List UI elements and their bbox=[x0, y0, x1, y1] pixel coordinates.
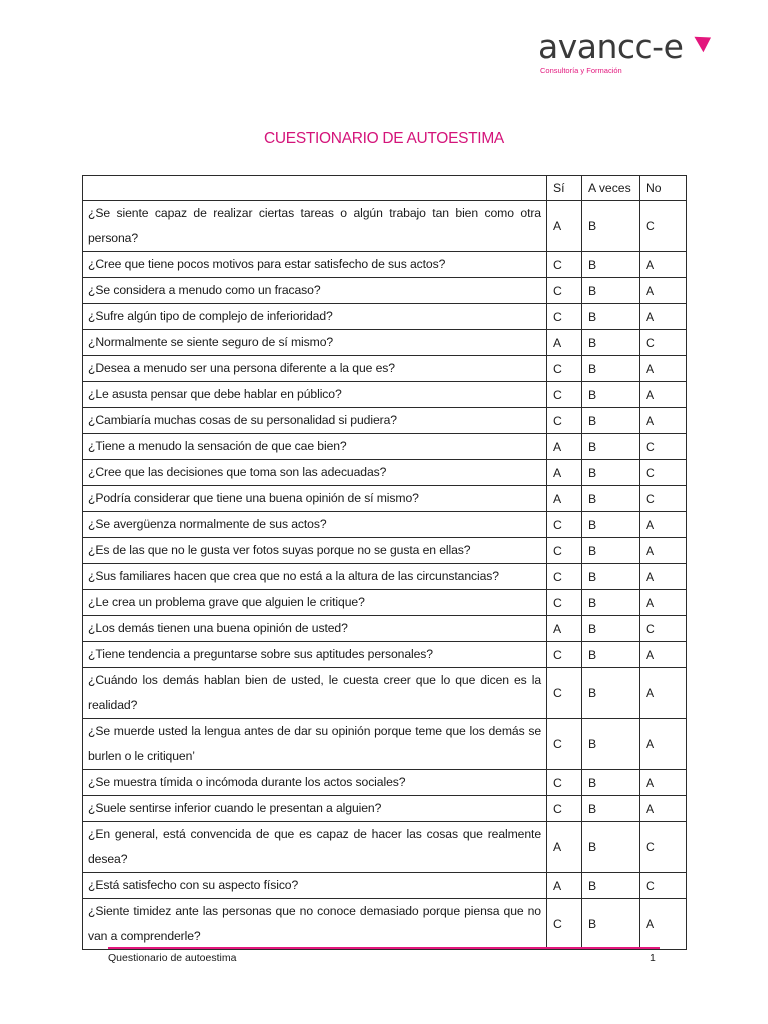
page-number: 1 bbox=[650, 952, 656, 964]
answer-si: A bbox=[547, 486, 582, 512]
table-row bbox=[83, 796, 687, 822]
question-text: ¿Le crea un problema grave que alguien le critique? bbox=[83, 590, 547, 616]
answer-a-veces: B bbox=[582, 252, 640, 278]
question-text: ¿Tiene tendencia a preguntarse sobre sus aptitudes personales? bbox=[83, 642, 547, 668]
question-text: ¿Desea a menudo ser una persona diferente a la que es? bbox=[83, 356, 547, 382]
company-logo bbox=[538, 27, 718, 80]
answer-a-veces: B bbox=[582, 278, 640, 304]
answer-no: A bbox=[640, 538, 687, 564]
answer-si: C bbox=[547, 719, 582, 770]
answer-no: A bbox=[640, 642, 687, 668]
answer-no: A bbox=[640, 899, 687, 950]
answer-si: C bbox=[547, 304, 582, 330]
question-text: ¿Los demás tienen una buena opinión de usted? bbox=[83, 616, 547, 642]
answer-a-veces: B bbox=[582, 356, 640, 382]
question-text: ¿Se avergüenza normalmente de sus actos? bbox=[83, 512, 547, 538]
table-row bbox=[83, 719, 687, 770]
answer-a-veces: B bbox=[582, 616, 640, 642]
answer-no: A bbox=[640, 512, 687, 538]
question-text: ¿Cuándo los demás hablan bien de usted, le cuesta creer que lo que dicen es la realidad? bbox=[83, 668, 547, 719]
answer-no: A bbox=[640, 770, 687, 796]
answer-no: C bbox=[640, 201, 687, 252]
questionnaire-table bbox=[82, 175, 687, 950]
question-text: ¿Normalmente se siente seguro de sí mismo? bbox=[83, 330, 547, 356]
table-row bbox=[83, 252, 687, 278]
answer-no: A bbox=[640, 668, 687, 719]
question-text: ¿Cree que las decisiones que toma son las adecuadas? bbox=[83, 460, 547, 486]
table-row bbox=[83, 382, 687, 408]
answer-no: C bbox=[640, 822, 687, 873]
answer-si: A bbox=[547, 201, 582, 252]
answer-a-veces: B bbox=[582, 590, 640, 616]
answer-no: A bbox=[640, 408, 687, 434]
table-row bbox=[83, 408, 687, 434]
question-text: ¿Se siente capaz de realizar ciertas tareas o algún trabajo tan bien como otra persona? bbox=[83, 201, 547, 252]
answer-no: A bbox=[640, 796, 687, 822]
answer-no: C bbox=[640, 873, 687, 899]
answer-si: C bbox=[547, 770, 582, 796]
answer-si: C bbox=[547, 278, 582, 304]
answer-si: A bbox=[547, 330, 582, 356]
answer-no: A bbox=[640, 252, 687, 278]
answer-a-veces: B bbox=[582, 408, 640, 434]
table-row bbox=[83, 434, 687, 460]
logo-tagline: Consultoría y Formación bbox=[540, 66, 622, 75]
answer-a-veces: B bbox=[582, 822, 640, 873]
answer-a-veces: B bbox=[582, 460, 640, 486]
answer-no: C bbox=[640, 434, 687, 460]
answer-no: A bbox=[640, 278, 687, 304]
table-row bbox=[83, 616, 687, 642]
answer-si: C bbox=[547, 538, 582, 564]
logo-triangle-icon bbox=[694, 30, 715, 53]
answer-si: A bbox=[547, 873, 582, 899]
question-text: ¿Se considera a menudo como un fracaso? bbox=[83, 278, 547, 304]
answer-si: A bbox=[547, 434, 582, 460]
answer-si: C bbox=[547, 408, 582, 434]
table-row bbox=[83, 564, 687, 590]
table-row bbox=[83, 486, 687, 512]
question-text: ¿En general, está convencida de que es capaz de hacer las cosas que realmente desea? bbox=[83, 822, 547, 873]
question-text: ¿Siente timidez ante las personas que no conoce demasiado porque piensa que no van a comprenderle? bbox=[83, 899, 547, 950]
answer-no: A bbox=[640, 304, 687, 330]
question-text: ¿Cambiaría muchas cosas de su personalidad si pudiera? bbox=[83, 408, 547, 434]
header-no: No bbox=[640, 176, 687, 201]
table-row bbox=[83, 899, 687, 950]
question-text: ¿Suele sentirse inferior cuando le presentan a alguien? bbox=[83, 796, 547, 822]
answer-no: A bbox=[640, 564, 687, 590]
footer-divider bbox=[108, 947, 660, 949]
table-row bbox=[83, 512, 687, 538]
answer-a-veces: B bbox=[582, 330, 640, 356]
answer-a-veces: B bbox=[582, 434, 640, 460]
question-text: ¿Está satisfecho con su aspecto físico? bbox=[83, 873, 547, 899]
answer-si: C bbox=[547, 796, 582, 822]
answer-no: C bbox=[640, 460, 687, 486]
answer-si: C bbox=[547, 899, 582, 950]
table-row bbox=[83, 278, 687, 304]
question-text: ¿Es de las que no le gusta ver fotos suyas porque no se gusta en ellas? bbox=[83, 538, 547, 564]
answer-no: C bbox=[640, 616, 687, 642]
answer-si: C bbox=[547, 642, 582, 668]
table-row bbox=[83, 822, 687, 873]
table-row bbox=[83, 770, 687, 796]
answer-a-veces: B bbox=[582, 899, 640, 950]
answer-a-veces: B bbox=[582, 538, 640, 564]
header-si: Sí bbox=[547, 176, 582, 201]
answer-si: C bbox=[547, 356, 582, 382]
answer-a-veces: B bbox=[582, 304, 640, 330]
page-title: CUESTIONARIO DE AUTOESTIMA bbox=[264, 130, 504, 147]
table-header-row bbox=[83, 176, 687, 201]
answer-a-veces: B bbox=[582, 564, 640, 590]
answer-a-veces: B bbox=[582, 796, 640, 822]
question-text: ¿Tiene a menudo la sensación de que cae bien? bbox=[83, 434, 547, 460]
answer-no: A bbox=[640, 356, 687, 382]
answer-si: A bbox=[547, 822, 582, 873]
table-row bbox=[83, 873, 687, 899]
header-question bbox=[83, 176, 547, 201]
logo-wordmark: avancc-e bbox=[538, 27, 684, 66]
question-text: ¿Le asusta pensar que debe hablar en público? bbox=[83, 382, 547, 408]
answer-si: A bbox=[547, 460, 582, 486]
answer-si: C bbox=[547, 252, 582, 278]
answer-no: A bbox=[640, 590, 687, 616]
table-row bbox=[83, 668, 687, 719]
answer-si: C bbox=[547, 512, 582, 538]
table-row bbox=[83, 356, 687, 382]
table-row bbox=[83, 642, 687, 668]
answer-a-veces: B bbox=[582, 382, 640, 408]
question-text: ¿Se muestra tímida o incómoda durante los actos sociales? bbox=[83, 770, 547, 796]
answer-no: A bbox=[640, 719, 687, 770]
answer-a-veces: B bbox=[582, 512, 640, 538]
answer-a-veces: B bbox=[582, 486, 640, 512]
table-row bbox=[83, 460, 687, 486]
answer-si: C bbox=[547, 668, 582, 719]
answer-a-veces: B bbox=[582, 873, 640, 899]
table-row bbox=[83, 304, 687, 330]
answer-a-veces: B bbox=[582, 642, 640, 668]
answer-a-veces: B bbox=[582, 668, 640, 719]
question-text: ¿Podría considerar que tiene una buena opinión de sí mismo? bbox=[83, 486, 547, 512]
table-row bbox=[83, 201, 687, 252]
answer-a-veces: B bbox=[582, 201, 640, 252]
answer-no: C bbox=[640, 486, 687, 512]
answer-si: C bbox=[547, 564, 582, 590]
question-text: ¿Cree que tiene pocos motivos para estar satisfecho de sus actos? bbox=[83, 252, 547, 278]
table-row bbox=[83, 590, 687, 616]
table-row bbox=[83, 330, 687, 356]
answer-no: C bbox=[640, 330, 687, 356]
answer-a-veces: B bbox=[582, 719, 640, 770]
answer-no: A bbox=[640, 382, 687, 408]
answer-a-veces: B bbox=[582, 770, 640, 796]
question-text: ¿Sus familiares hacen que crea que no está a la altura de las circunstancias? bbox=[83, 564, 547, 590]
table-row bbox=[83, 538, 687, 564]
question-text: ¿Sufre algún tipo de complejo de inferioridad? bbox=[83, 304, 547, 330]
answer-si: C bbox=[547, 382, 582, 408]
footer-title: Questionario de autoestima bbox=[108, 952, 237, 964]
answer-si: C bbox=[547, 590, 582, 616]
answer-si: A bbox=[547, 616, 582, 642]
header-a-veces: A veces bbox=[582, 176, 640, 201]
question-text: ¿Se muerde usted la lengua antes de dar su opinión porque teme que los demás se burlen o le critiquen’ bbox=[83, 719, 547, 770]
